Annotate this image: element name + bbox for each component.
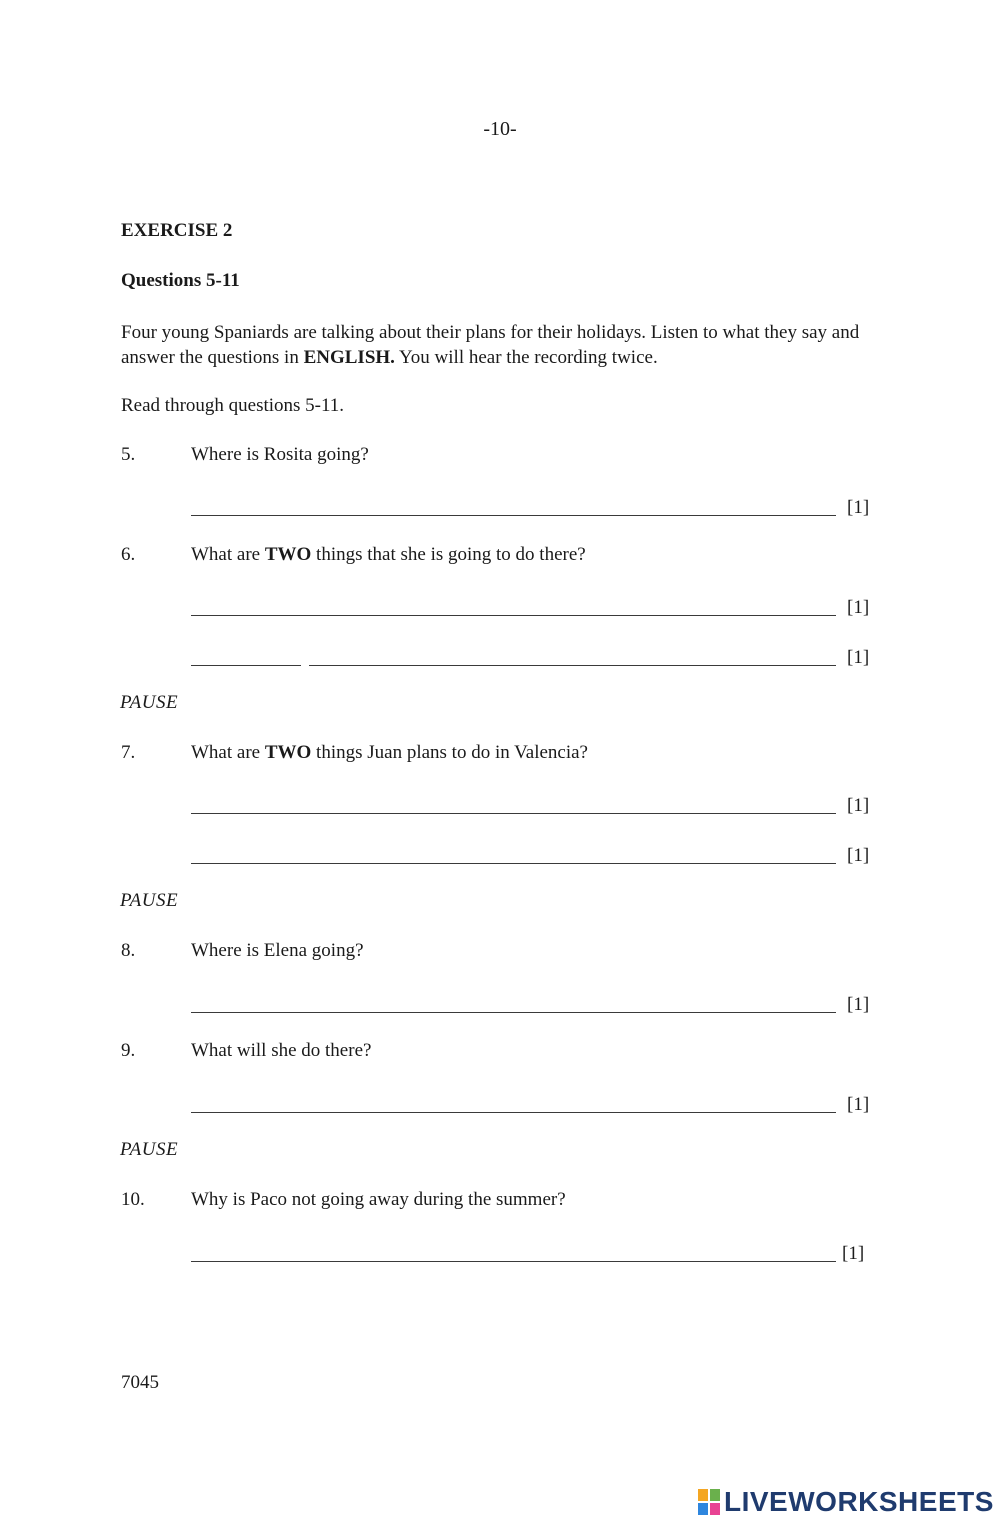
question-9-text: What will she do there?: [191, 1040, 372, 1061]
mark-7a: [1]: [847, 795, 870, 816]
question-7-text-1: What are: [191, 742, 265, 763]
question-5-number: 5.: [121, 444, 136, 465]
mark-7b: [1]: [847, 845, 870, 866]
question-10-number: 10.: [121, 1189, 145, 1210]
question-8-number: 8.: [121, 940, 136, 961]
mark-8: [1]: [847, 994, 870, 1015]
answer-line-6b[interactable]: [309, 665, 836, 666]
instructions-text-1: Four young Spaniards are talking about their plans for their holidays. Listen to what they say and answer the questions in: [121, 322, 860, 368]
answer-line-6b-short[interactable]: [191, 665, 301, 666]
mark-6b: [1]: [847, 647, 870, 668]
logo-tile-4: [709, 1502, 721, 1516]
answer-line-8[interactable]: [191, 1012, 836, 1013]
question-6-text: [191, 544, 586, 566]
question-9-number: 9.: [121, 1040, 136, 1061]
question-7-number: 7.: [121, 742, 136, 763]
mark-6a: [1]: [847, 597, 870, 618]
footer-code: 7045: [121, 1372, 159, 1393]
instructions-text-2: You will hear the recording twice.: [394, 347, 658, 368]
question-5-text: Where is Rosita going?: [191, 444, 369, 465]
mark-10: [1]: [842, 1243, 865, 1264]
questions-range: Questions 5-11: [121, 270, 240, 291]
brand-name: LIVEWORKSHEETS: [724, 1486, 994, 1517]
answer-line-7a[interactable]: [191, 813, 836, 814]
mark-9: [1]: [847, 1094, 870, 1115]
exercise-title: EXERCISE 2: [121, 220, 233, 241]
question-6-number: 6.: [121, 544, 136, 565]
pause-label-3: PAUSE: [120, 1139, 179, 1160]
logo-tile-2: [709, 1488, 721, 1502]
read-through-instruction: Read through questions 5-11.: [121, 395, 345, 416]
question-7-bold: TWO: [264, 742, 312, 763]
question-6-text-2: things that she is going to do there?: [311, 544, 586, 565]
answer-line-5[interactable]: [191, 515, 836, 516]
page-number: -10-: [483, 118, 517, 140]
pause-label-1: PAUSE: [120, 692, 179, 713]
liveworksheets-logo-icon: [697, 1488, 721, 1516]
pause-label-2: PAUSE: [120, 890, 179, 911]
question-7-text-2: things Juan plans to do in Valencia?: [311, 742, 588, 763]
instructions-bold-language: ENGLISH.: [303, 347, 395, 368]
question-7-text: [191, 742, 588, 764]
answer-line-9[interactable]: [191, 1112, 836, 1113]
answer-line-10[interactable]: [191, 1261, 836, 1262]
question-6-text-1: What are: [191, 544, 265, 565]
instructions: [121, 320, 881, 370]
logo-tile-1: [697, 1488, 709, 1502]
question-8-text: Where is Elena going?: [191, 940, 364, 961]
question-6-bold: TWO: [264, 544, 312, 565]
answer-line-6a[interactable]: [191, 615, 836, 616]
answer-line-7b[interactable]: [191, 863, 836, 864]
mark-5: [1]: [847, 497, 870, 518]
question-10-text: Why is Paco not going away during the summer?: [191, 1189, 566, 1210]
logo-tile-3: [697, 1502, 709, 1516]
brand-logo-area[interactable]: [697, 1484, 994, 1520]
